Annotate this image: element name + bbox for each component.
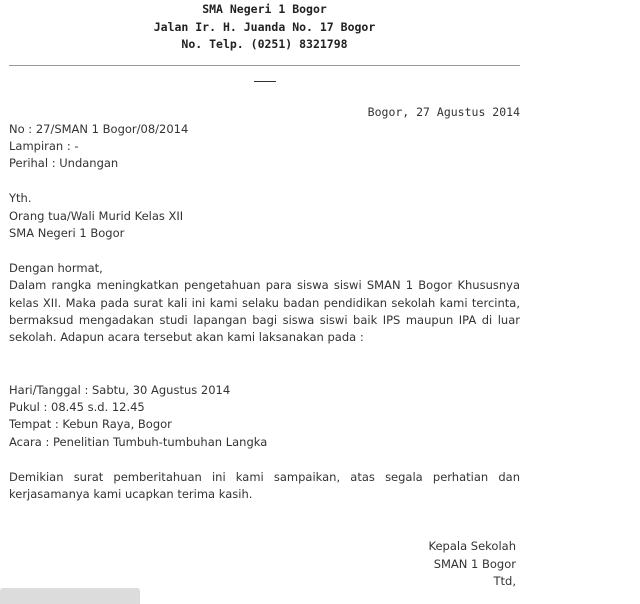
short-divider	[254, 81, 276, 82]
place-date: Bogor, 27 Agustus 2014	[367, 104, 520, 119]
recipient-line2: SMA Negeri 1 Bogor	[9, 225, 125, 240]
school-name: SMA Negeri 1 Bogor	[202, 2, 327, 16]
school-address: Jalan Ir. H. Juanda No. 17 Bogor	[153, 19, 376, 34]
detail-time: Pukul : 08.45 s.d. 12.45	[9, 399, 145, 414]
closing-paragraph: Demikian surat pemberitahuan ini kami sampaikan, atas segala perhatian dan kerjasamanya kami ucapkan terima kasih.	[9, 469, 520, 501]
letter	[9, 0, 520, 590]
detail-place: Tempat : Kebun Raya, Bogor	[9, 417, 172, 432]
letter-attachment: Lampiran : -	[9, 138, 79, 153]
body-paragraph: Dalam rangka meningkatkan pengetahuan para siswa siswi SMAN 1 Bogor Khususnya kelas XII. Maka pada surat kali ini kami selaku badan pendidikan sekolah kami tercinta, bermaksud mengadakan studi lapangan bagi siswa siswi baik IPS maupun IPA di luar sekolah. Adapun acara tersebut akan kami laksanakan pada :	[9, 278, 520, 345]
signature-signed: Ttd,	[493, 573, 516, 588]
horizontal-scrollbar[interactable]	[0, 588, 140, 604]
letterhead-divider	[9, 65, 520, 66]
letter-subject: Perihal : Undangan	[9, 156, 119, 171]
letter-number: No : 27/SMAN 1 Bogor/08/2014	[9, 121, 189, 136]
signature-title: Kepala Sekolah	[428, 539, 516, 554]
letterhead	[9, 0, 520, 54]
recipient-greeting: Yth.	[9, 191, 32, 206]
signature-org: SMAN 1 Bogor	[433, 556, 516, 571]
signature-block	[9, 538, 520, 590]
school-phone: No. Telp. (0251) 8321798	[181, 37, 348, 51]
recipient-line1: Orang tua/Wali Murid Kelas XII	[9, 208, 184, 223]
salutation: Dengan hormat,	[9, 260, 103, 275]
detail-event: Acara : Penelitian Tumbuh-tumbuhan Langka	[9, 434, 268, 449]
detail-date: Hari/Tanggal : Sabtu, 30 Agustus 2014	[9, 382, 231, 397]
